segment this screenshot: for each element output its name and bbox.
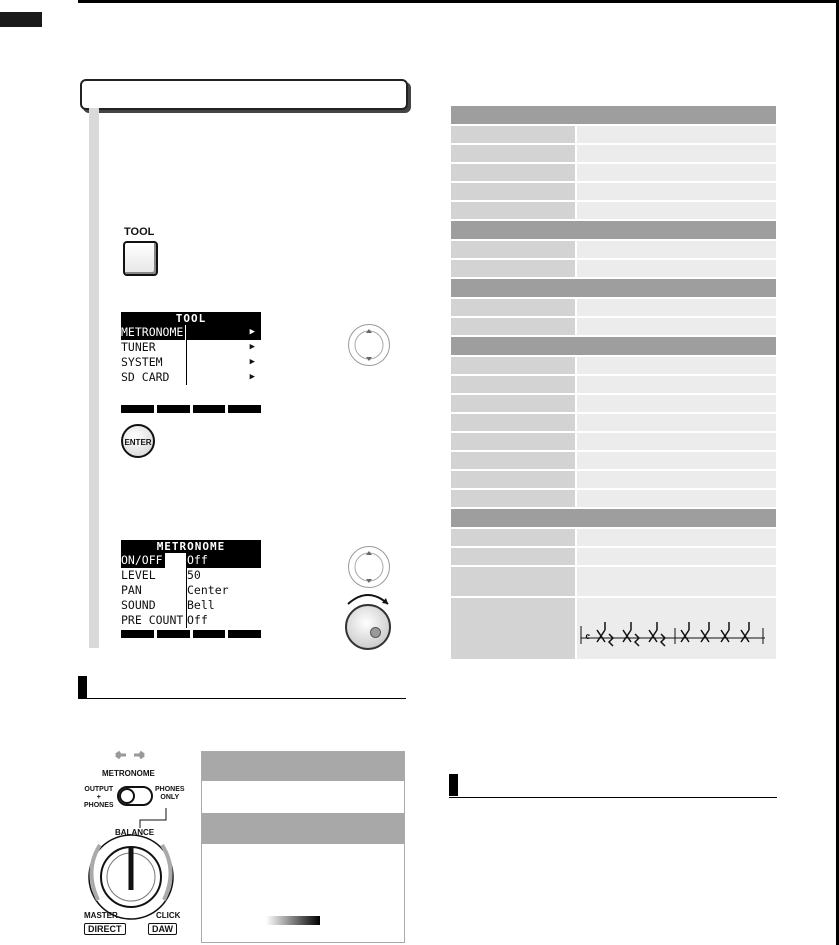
table-row: [451, 126, 776, 143]
table-section-header: [451, 337, 776, 355]
table-row: [451, 414, 776, 431]
menu-item-sd-card[interactable]: SD CARD ▶: [121, 370, 255, 384]
section-heading-rule: [78, 698, 406, 699]
menu-item-tuner[interactable]: TUNER ▶: [121, 340, 255, 354]
cursor-updown-icon[interactable]: [348, 546, 390, 588]
cursor-updown-icon[interactable]: [348, 324, 390, 366]
language-tab: [0, 12, 42, 27]
output-phones-label: OUTPUT + PHONES: [84, 786, 114, 809]
rhythm-notation-icon: [579, 622, 769, 650]
daw-label: DAW: [148, 923, 177, 935]
metronome-screen-title: METRONOME: [121, 540, 261, 553]
metronome-param-sound[interactable]: SOUND Bell: [121, 598, 215, 612]
level-gradient-icon: [266, 916, 320, 925]
table-row: [451, 145, 776, 162]
menu-item-system[interactable]: SYSTEM ▶: [121, 355, 255, 369]
table-row: [451, 433, 776, 450]
metronome-lcd-screen: [121, 540, 261, 638]
arrow-right-icon: ▶: [249, 342, 255, 352]
table-row: [451, 164, 776, 181]
metronome-param-on-off[interactable]: ON/OFF Off: [121, 553, 261, 568]
tool-button-label: TOOL: [124, 226, 155, 238]
table-row: [451, 598, 776, 659]
panel-header-bar: [202, 752, 404, 781]
table-row: [451, 471, 776, 488]
table-row: [451, 548, 776, 565]
table-section-header: [451, 509, 776, 527]
panel-header-bar: [202, 813, 404, 844]
table-section-header: [451, 221, 776, 239]
table-row: [451, 567, 776, 596]
balance-info-panel: [201, 751, 405, 943]
procedure-step-bar: [89, 108, 99, 648]
table-row: [451, 529, 776, 546]
metronome-param-pan[interactable]: PAN Center: [121, 583, 229, 597]
procedure-heading-box: [80, 79, 408, 110]
master-label: MASTER: [84, 911, 118, 920]
tool-button[interactable]: [123, 241, 158, 276]
section-heading-marker: [78, 676, 87, 698]
function-key-bar: [121, 405, 261, 413]
table-row: [451, 490, 776, 507]
top-rule: [78, 0, 839, 3]
enter-button[interactable]: ENTER: [121, 424, 155, 458]
table-row: [451, 202, 776, 219]
section-heading-marker: [449, 774, 458, 796]
arrow-right-icon: ▶: [249, 372, 255, 382]
table-row: [451, 260, 776, 277]
svg-text:𝄴: 𝄴: [585, 630, 591, 644]
table-section-header: [451, 279, 776, 297]
tool-lcd-screen: [121, 312, 261, 413]
section-heading-rule: [449, 797, 777, 798]
direct-label: DIRECT: [84, 923, 126, 935]
click-label: CLICK: [156, 911, 181, 920]
metronome-param-pre-count[interactable]: PRE COUNT Off: [121, 613, 208, 627]
arrow-right-icon: ▶: [249, 327, 255, 337]
function-key-bar: [121, 630, 261, 638]
balance-knob-label: BALANCE: [115, 828, 155, 837]
metronome-switch-label: METRONOME: [102, 769, 155, 778]
phones-only-label: PHONES ONLY: [155, 786, 185, 801]
table-row: [451, 452, 776, 469]
table-row: [451, 299, 776, 316]
menu-item-metronome[interactable]: METRONOME ▶: [121, 325, 261, 340]
arrow-right-icon: ▶: [249, 357, 255, 367]
table-row: [451, 183, 776, 200]
table-row: [451, 318, 776, 335]
table-row: [451, 376, 776, 393]
table-section-header: [451, 106, 776, 124]
table-row: [451, 241, 776, 258]
dial-indicator-icon: [370, 627, 381, 638]
table-row: [451, 395, 776, 412]
metronome-param-level[interactable]: LEVEL 50: [121, 568, 201, 582]
value-dial[interactable]: [345, 604, 391, 650]
table-row: [451, 357, 776, 374]
parameter-table: [451, 106, 776, 661]
tool-screen-title: TOOL: [121, 312, 261, 325]
